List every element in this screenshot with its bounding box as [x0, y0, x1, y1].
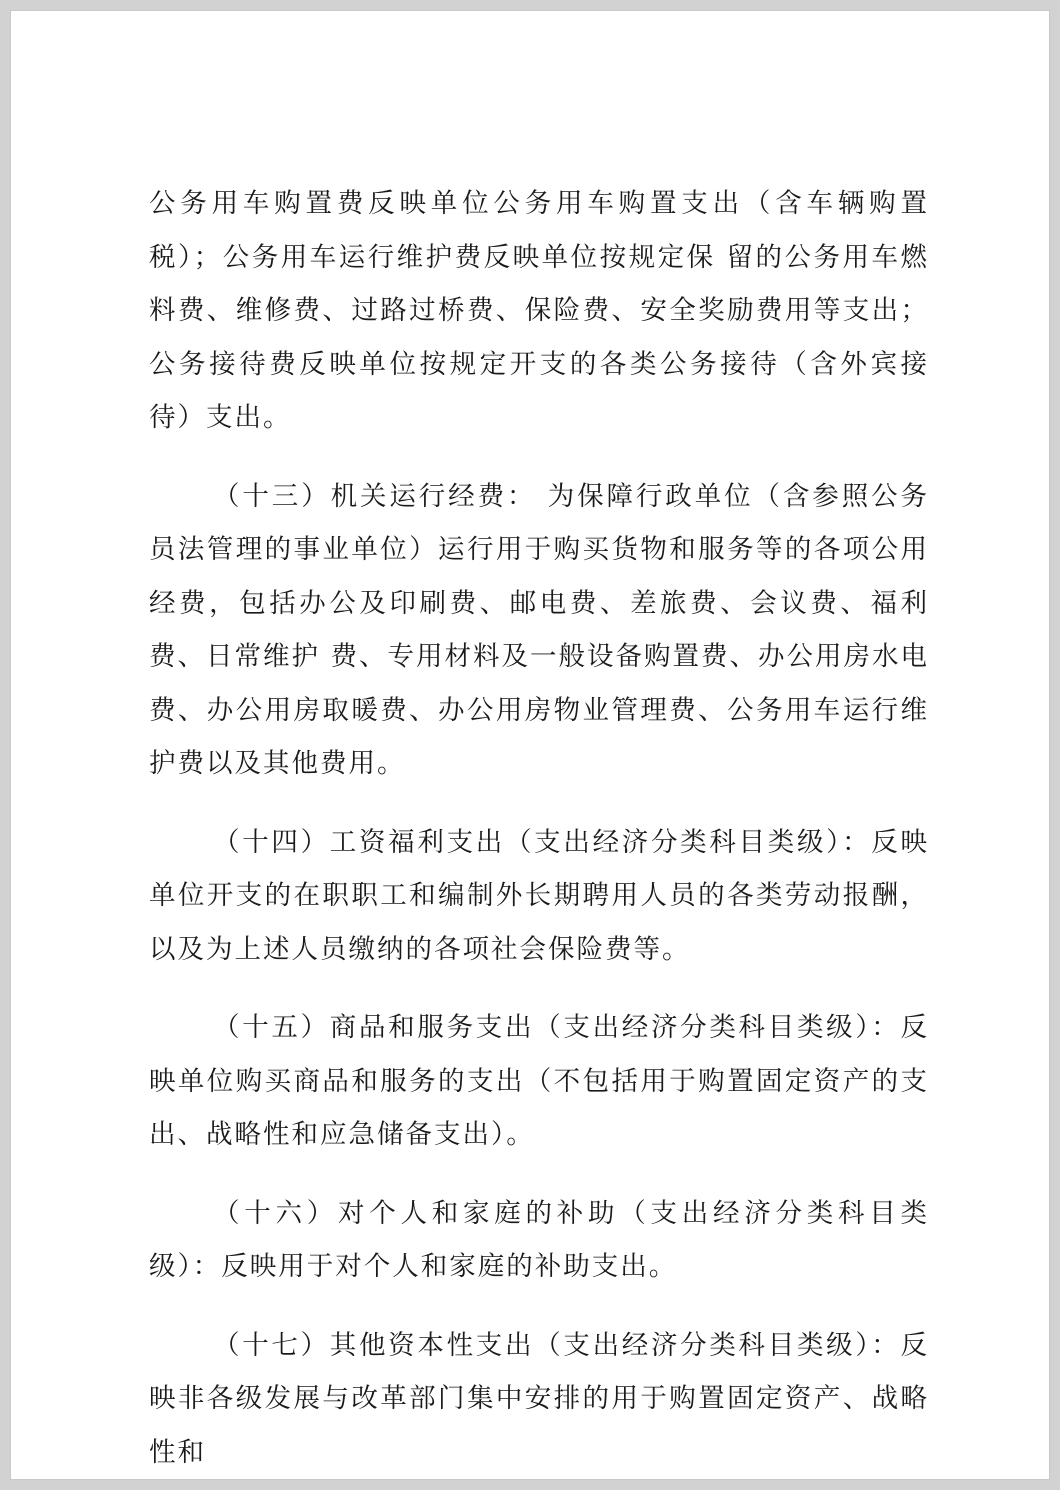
document-body — [149, 177, 929, 1479]
paragraph-15-goods-services: （十五）商品和服务支出（支出经济分类科目类级）：反映单位购买商品和服务的支出（不包括用于购置固定资产的支出、战略性和应急储备支出）。 — [149, 1012, 929, 1150]
paragraph-vehicle-expenses: 公务用车购置费反映单位公务用车购置支出（含车辆购置税）；公务用车运行维护费反映单位按规定保 留的公务用车燃料费、维修费、过路过桥费、保险费、安全奖励费用等支出；公务接待费反映单位按规定开支的各类公务接待（含外宾接待）支出。 — [149, 188, 929, 433]
document-page — [10, 10, 1050, 1480]
paragraph-17-capital-expenditure: （十七）其他资本性支出（支出经济分类科目类级）：反映非各级发展与改革部门集中安排的用于购置固定资产、战略性和 — [149, 1329, 929, 1468]
paragraph-14-salary-welfare: （十四）工资福利支出（支出经济分类科目类级）：反映单位开支的在职职工和编制外长期聘用人员的各类劳动报酬，以及为上述人员缴纳的各项社会保险费等。 — [149, 826, 929, 965]
paragraph-13-operating-expenses: （十三）机关运行经费： 为保障行政单位（含参照公务员法管理的事业单位）运行用于购买货物和服务等的各项公用经费，包括办公及印刷费、邮电费、差旅费、会议费、福利费、日常维护 费、专用材料及一般设备购置费、办公用房水电费、办公用房取暖费、办公用房物业管理费、公务用车运行维护费以及其他费用。 — [149, 480, 929, 779]
paragraph-16-subsidies: （十六）对个人和家庭的补助（支出经济分类科目类级）：反映用于对个人和家庭的补助支出。 — [149, 1197, 929, 1282]
